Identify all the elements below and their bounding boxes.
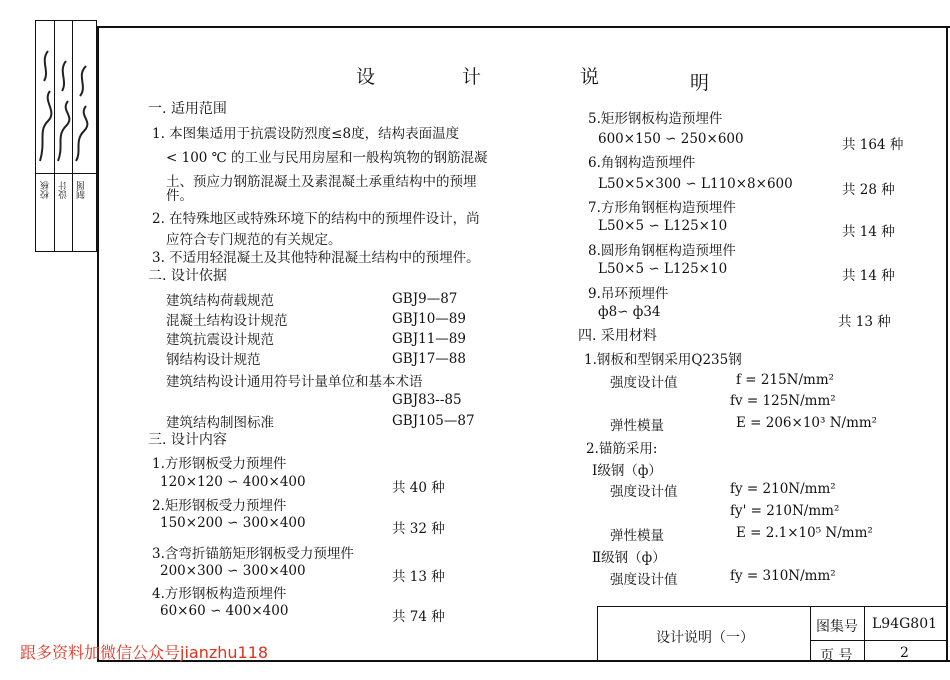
- code-number-3: GBJ11—89: [392, 331, 466, 347]
- steel-fv-value: fv = 125N/mm²: [730, 393, 836, 409]
- code-name-6: 建筑结构制图标准: [166, 415, 274, 431]
- design-item-6-name: 6.角钢构造预埋件: [588, 155, 696, 171]
- section-4-heading: 四. 采用材料: [578, 328, 657, 344]
- design-item-2-count: 共 32 种: [392, 521, 445, 537]
- design-item-9-name: 9.吊环预埋件: [588, 286, 669, 302]
- s1-item1-line1: 1. 本图集适用于抗震设防烈度≤8度，结构表面温度: [152, 126, 460, 142]
- atlas-number: L94G801: [872, 616, 938, 632]
- grade-2-strength-label: 强度设计值: [610, 572, 678, 588]
- design-item-1-count: 共 40 种: [392, 480, 445, 496]
- design-item-1-range: 120×120 ∽ 400×400: [160, 474, 306, 490]
- code-number-5: GBJ83--85: [392, 392, 462, 408]
- code-name-2: 混凝土结构设计规范: [166, 313, 288, 329]
- section-1-heading: 一. 适用范围: [148, 101, 227, 117]
- section-2-heading: 二. 设计依据: [148, 268, 227, 284]
- title-block-divider: [864, 607, 865, 661]
- grade-1-fy-value: fy = 210N/mm²: [730, 481, 836, 497]
- design-item-7-count: 共 14 种: [842, 224, 895, 240]
- page-number: 2: [900, 645, 909, 661]
- s1-item2-line1: 2. 在特殊地区或特殊环境下的结构中的预埋件设计，尚: [152, 211, 480, 227]
- title-block-divider: [810, 640, 947, 641]
- frame-right-border: [946, 26, 948, 662]
- frame-left-border: [97, 26, 99, 662]
- handwritten-signatures: [36, 21, 96, 171]
- grade-1-e-value: E = 2.1×10⁵ N/mm²: [736, 525, 873, 541]
- design-item-7-name: 7.方形角钢框构造预埋件: [588, 200, 736, 216]
- code-name-5: 建筑结构设计通用符号计量单位和基本术语: [166, 374, 423, 390]
- design-item-6-range: L50×5×300 ∽ L110×8×600: [598, 176, 793, 192]
- material-2: 2.锚筋采用:: [586, 441, 658, 457]
- code-name-3: 建筑抗震设计规范: [166, 332, 274, 348]
- title-char-1: 设: [356, 66, 376, 88]
- signature-label-check: 校核: [41, 181, 51, 199]
- grade-2-fy-value: fy = 310N/mm²: [730, 568, 836, 584]
- page-label: 页 号: [820, 648, 853, 664]
- design-item-6-count: 共 28 种: [842, 182, 895, 198]
- frame-top-border: [97, 26, 950, 28]
- design-item-7-range: L50×5 ∽ L125×10: [598, 218, 728, 234]
- s1-item1-line2: < 100 ℃ 的工业与民用房屋和一般构筑物的钢筋混凝: [166, 150, 488, 166]
- grade-2-steel: Ⅱ级钢（ф）: [592, 550, 666, 566]
- material-1: 1.钢板和型钢采用Q235钢: [584, 352, 742, 368]
- title-block-divider: [810, 607, 811, 661]
- drawing-name: 设计说明（一）: [656, 630, 754, 646]
- design-item-2-range: 150×200 ∽ 300×400: [160, 515, 306, 531]
- code-name-1: 建筑结构荷载规范: [166, 293, 274, 309]
- title-char-4: 明: [690, 72, 710, 94]
- grade-1-modulus-label: 弹性模量: [610, 528, 664, 544]
- design-item-4-range: 60×60 ∽ 400×400: [160, 603, 289, 619]
- design-item-9-count: 共 13 种: [838, 314, 891, 330]
- title-char-2: 计: [462, 66, 482, 88]
- title-char-3: 说: [580, 66, 600, 88]
- s1-item1-line4: 件。: [166, 188, 193, 204]
- code-number-6: GBJ105—87: [392, 413, 475, 429]
- s1-item2-line2: 应符合专门规范的有关规定。: [166, 232, 342, 248]
- design-item-5-count: 共 164 种: [842, 137, 904, 153]
- signature-block: [35, 20, 97, 252]
- steel-f-value: f = 215N/mm²: [736, 372, 835, 388]
- design-item-4-count: 共 74 种: [392, 609, 445, 625]
- atlas-label: 图集号: [816, 619, 858, 635]
- signature-label-draw: 制图: [77, 181, 87, 199]
- design-item-1-name: 1.方形钢板受力预埋件: [152, 456, 287, 472]
- code-number-4: GBJ17—88: [392, 351, 466, 367]
- design-item-3-name: 3.含弯折锚筋矩形钢板受力预埋件: [152, 546, 354, 562]
- code-number-1: GBJ9—87: [392, 291, 458, 307]
- grade-1-steel: Ⅰ级钢（ф）: [592, 463, 662, 479]
- grade-1-fyp-value: fy' = 210N/mm²: [730, 503, 840, 519]
- design-item-2-name: 2.矩形钢板受力预埋件: [152, 498, 287, 514]
- design-item-8-name: 8.圆形角钢框构造预埋件: [588, 243, 736, 259]
- steel-modulus-label: 弹性模量: [610, 418, 664, 434]
- design-item-3-range: 200×300 ∽ 300×400: [160, 563, 306, 579]
- s1-item1-line3: 土、预应力钢筋混凝土及素混凝土承重结构中的预埋: [166, 174, 477, 190]
- watermark-text: 跟多资料加微信公众号jianzhu118: [20, 643, 269, 662]
- steel-strength-label: 强度设计值: [610, 375, 678, 391]
- signature-label-design: 设计: [59, 181, 69, 199]
- design-item-9-range: ф8∽ ф34: [598, 304, 661, 320]
- grade-1-strength-label: 强度设计值: [610, 484, 678, 500]
- design-item-8-range: L50×5 ∽ L125×10: [598, 261, 728, 277]
- steel-e-value: E = 206×10³ N/mm²: [736, 415, 878, 431]
- section-3-heading: 三. 设计内容: [148, 432, 227, 448]
- design-item-4-name: 4.方形钢板构造预埋件: [152, 586, 287, 602]
- title-block: [597, 606, 947, 664]
- signature-row-divider: [36, 173, 96, 174]
- design-item-5-name: 5.矩形钢板构造预埋件: [588, 111, 723, 127]
- code-number-2: GBJ10—89: [392, 311, 466, 327]
- design-item-5-range: 600×150 ∽ 250×600: [598, 131, 744, 147]
- design-item-8-count: 共 14 种: [842, 268, 895, 284]
- s1-item3: 3. 不适用轻混凝土及其他特种混凝土结构中的预埋件。: [152, 250, 480, 266]
- code-name-4: 钢结构设计规范: [166, 352, 261, 368]
- design-item-3-count: 共 13 种: [392, 569, 445, 585]
